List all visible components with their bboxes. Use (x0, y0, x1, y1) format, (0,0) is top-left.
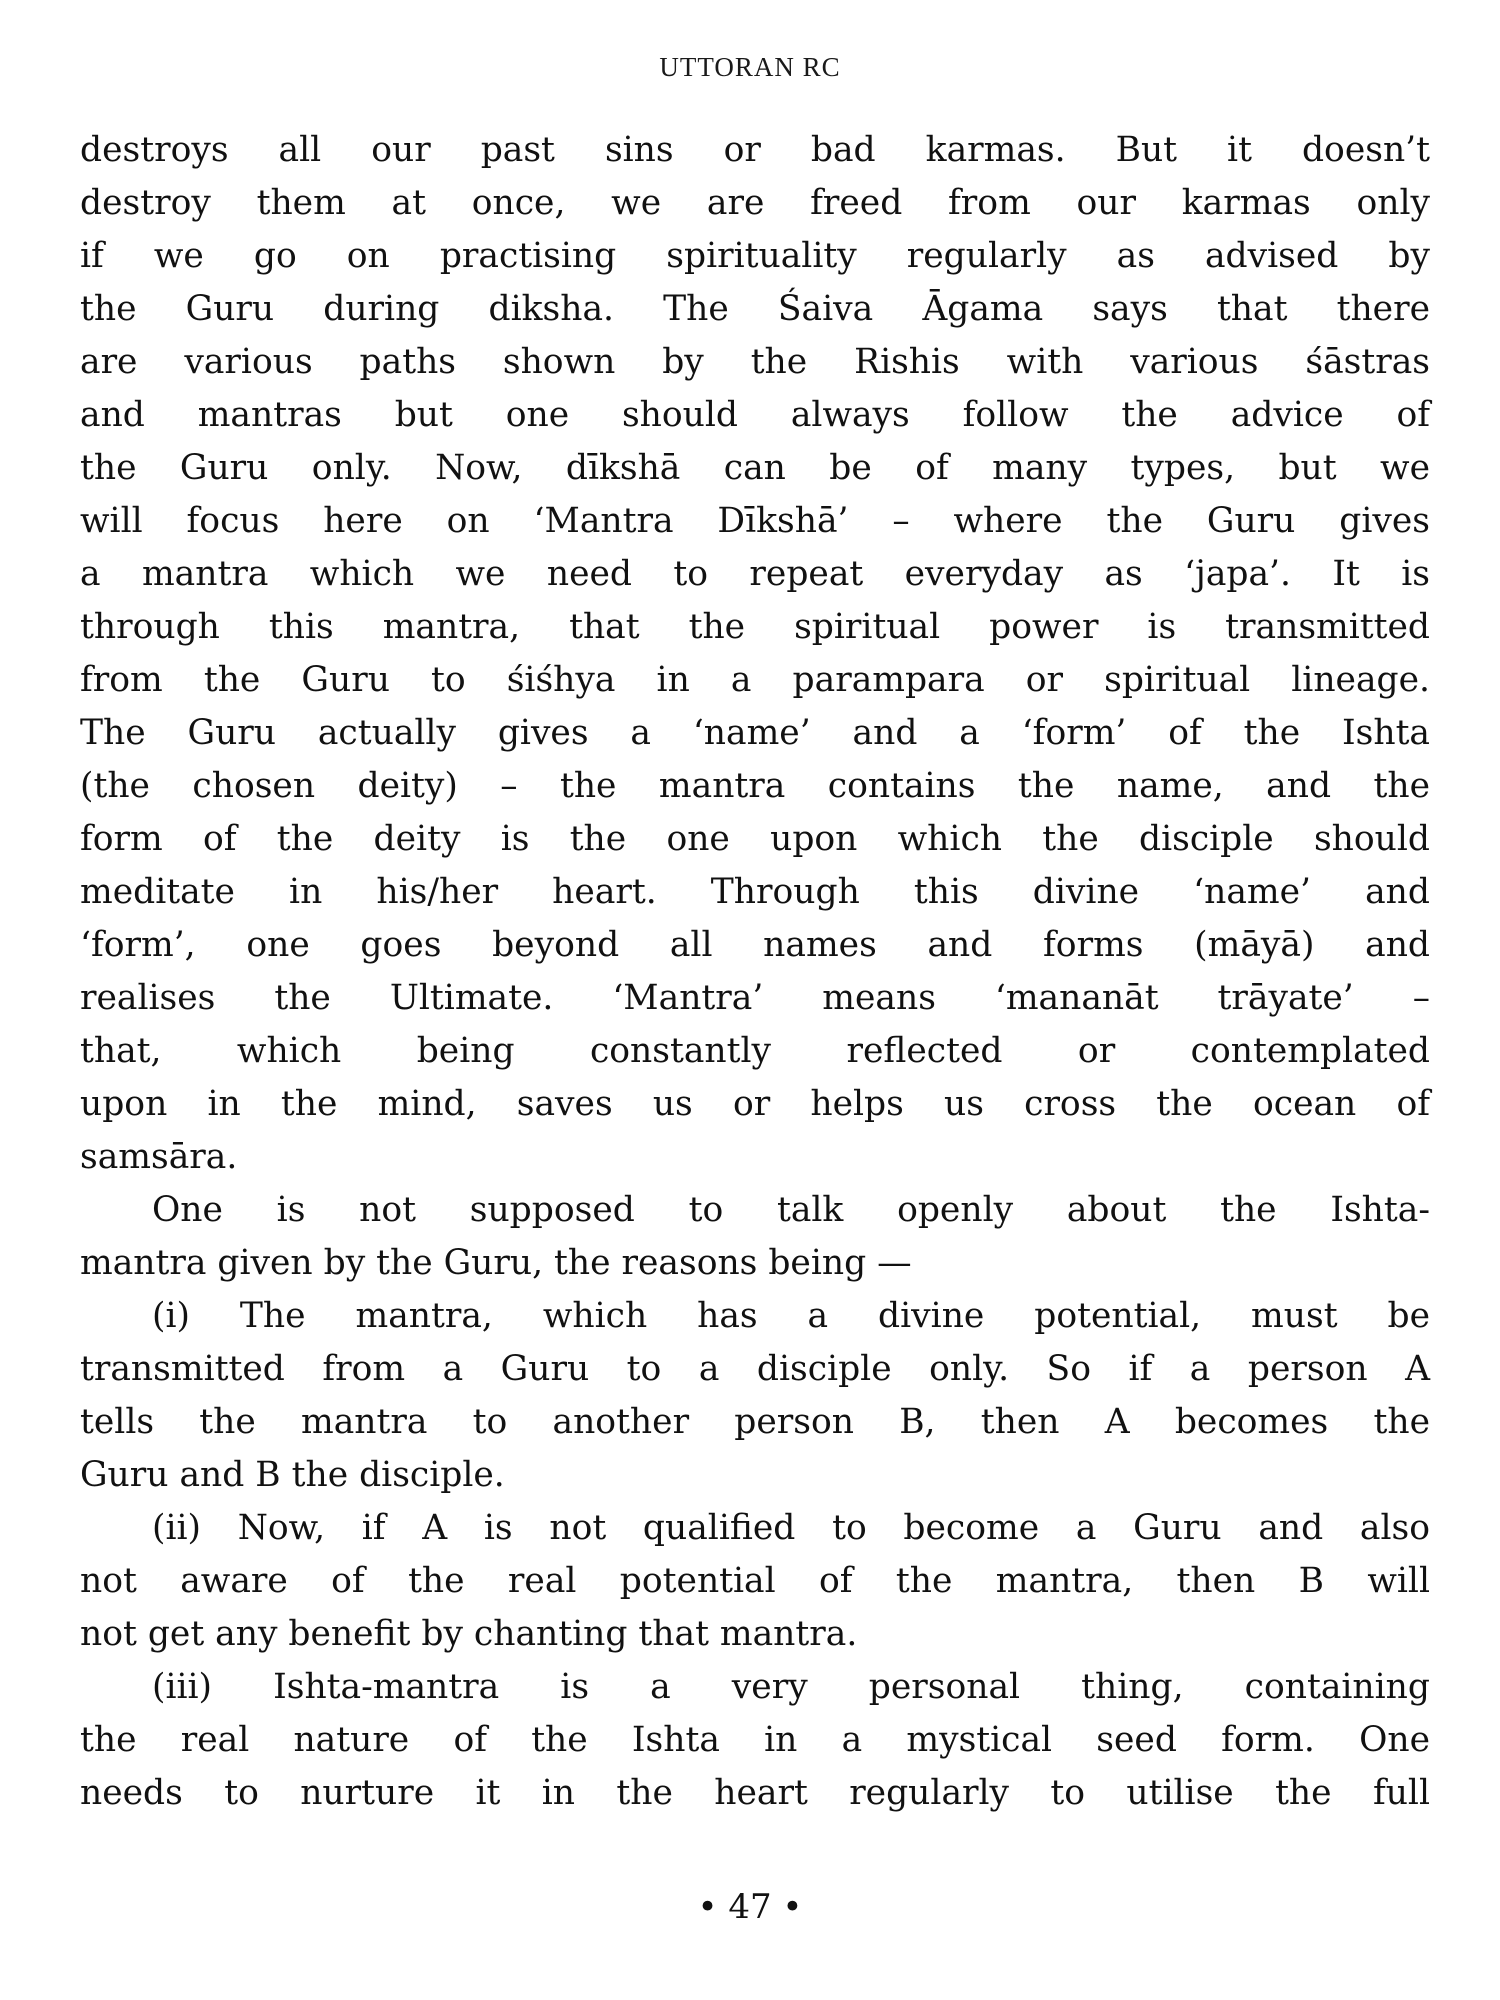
text-line: form of the deity is the one upon which the disciple should (80, 819, 1430, 859)
text-line: samsāra. (80, 1137, 238, 1177)
text-line: if we go on practising spirituality regularly as advised by (80, 236, 1430, 276)
text-line: transmitted from a Guru to a disciple only. So if a person A (80, 1349, 1430, 1389)
text-line: not get any benefit by chanting that mantra. (80, 1614, 858, 1654)
text-line: are various paths shown by the Rishis with various śāstras (80, 342, 1430, 382)
body-text (80, 124, 1430, 1820)
text-line: realises the Ultimate. ‘Mantra’ means ‘mananāt trāyate’ – (80, 978, 1430, 1018)
paragraph-start-line: One is not supposed to talk openly about the Ishta- (152, 1190, 1430, 1230)
text-line: needs to nurture it in the heart regularly to utilise the full (80, 1773, 1430, 1813)
text-line: not aware of the real potential of the mantra, then B will (80, 1561, 1430, 1601)
text-line: meditate in his/her heart. Through this divine ‘name’ and (80, 872, 1430, 912)
text-line: Guru and B the disciple. (80, 1455, 505, 1495)
text-line: (the chosen deity) – the mantra contains the name, and the (80, 766, 1430, 806)
list-item-line: (ii) Now, if A is not qualified to become a Guru and also (152, 1508, 1430, 1548)
text-line: mantra given by the Guru, the reasons being — (80, 1243, 912, 1283)
text-line: the real nature of the Ishta in a mystical seed form. One (80, 1720, 1430, 1760)
text-line: destroys all our past sins or bad karmas. But it doesn’t (80, 130, 1430, 170)
running-header: UTTORAN RC (659, 52, 841, 82)
text-line: The Guru actually gives a ‘name’ and a ‘form’ of the Ishta (80, 713, 1430, 753)
text-line: tells the mantra to another person B, then A becomes the (80, 1402, 1430, 1442)
text-line: and mantras but one should always follow the advice of (80, 395, 1430, 435)
text-line: ‘form’, one goes beyond all names and forms (māyā) and (80, 925, 1430, 965)
text-line: a mantra which we need to repeat everyday as ‘japa’. It is (80, 554, 1430, 594)
list-item-line: (i) The mantra, which has a divine potential, must be (152, 1296, 1430, 1336)
text-line: the Guru only. Now, dīkshā can be of many types, but we (80, 448, 1430, 488)
text-line: destroy them at once, we are freed from our karmas only (80, 183, 1430, 223)
list-item-line: (iii) Ishta-mantra is a very personal thing, containing (152, 1667, 1430, 1707)
text-line: that, which being constantly reflected or contemplated (80, 1031, 1430, 1071)
page-number: • 47 • (697, 1887, 803, 1927)
text-line: from the Guru to śiśhya in a parampara or spiritual lineage. (80, 660, 1430, 700)
text-line: upon in the mind, saves us or helps us cross the ocean of (80, 1084, 1430, 1124)
text-line: through this mantra, that the spiritual power is transmitted (80, 607, 1430, 647)
text-line: will focus here on ‘Mantra Dīkshā’ – where the Guru gives (80, 501, 1430, 541)
text-line: the Guru during diksha. The Śaiva Āgama says that there (80, 289, 1430, 329)
